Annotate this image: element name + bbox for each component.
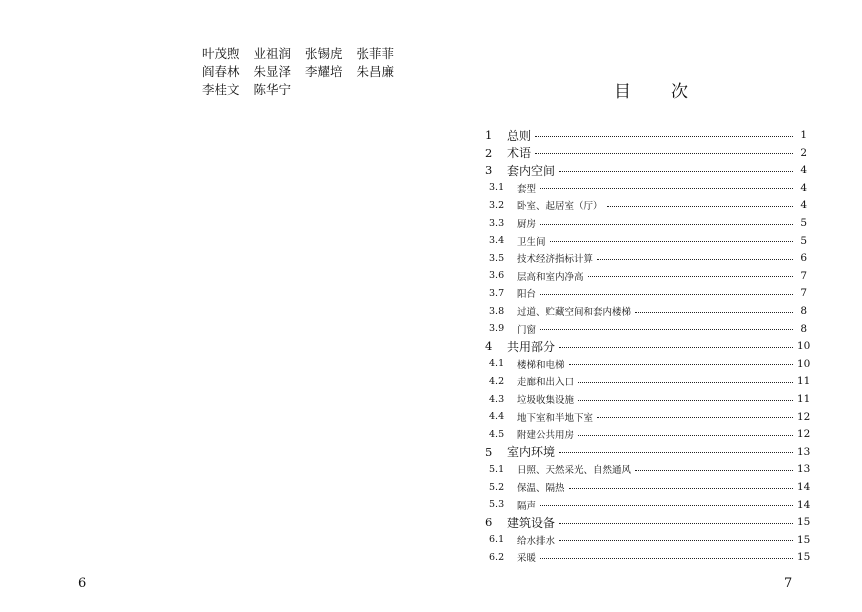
toc-entry xyxy=(485,304,807,318)
toc-title-char: 目 xyxy=(614,82,631,102)
toc-entry-title: 给水排水 xyxy=(517,535,556,547)
toc-entry-number: 4.4 xyxy=(489,411,505,423)
toc-title xyxy=(614,77,688,102)
toc-entry xyxy=(485,339,811,354)
toc-entry-page: 5 xyxy=(800,217,807,229)
toc-leader-dots xyxy=(559,171,793,172)
toc-entry-number: 5.2 xyxy=(489,481,505,493)
toc-entry-page: 10 xyxy=(797,357,811,370)
page-number: 7 xyxy=(784,576,793,591)
toc-entry-number: 5.1 xyxy=(489,463,505,475)
toc-entry-title: 套内空间 xyxy=(507,163,556,178)
toc-entry xyxy=(485,269,807,283)
right-page xyxy=(431,0,862,612)
toc-entry xyxy=(485,392,811,406)
toc-entry xyxy=(485,550,811,565)
toc-entry-number: 6 xyxy=(485,515,493,530)
toc-entry-number: 3.9 xyxy=(489,323,505,335)
toc-entry-page: 13 xyxy=(797,445,811,458)
toc-entry xyxy=(485,498,811,512)
author-name: 业祖润 xyxy=(253,46,292,61)
toc-entry-title: 保温、隔热 xyxy=(517,483,565,494)
toc-leader-dots xyxy=(597,259,793,260)
author-name: 阎春林 xyxy=(202,64,240,79)
toc-entry-title: 阳台 xyxy=(517,289,537,301)
toc-entry xyxy=(485,374,811,389)
toc-entry xyxy=(485,462,811,477)
toc-leader-dots xyxy=(550,241,793,242)
toc-leader-dots xyxy=(635,312,793,313)
toc-entry-title: 走廊和出入口 xyxy=(517,377,575,389)
toc-entry-page: 4 xyxy=(800,199,807,212)
toc-entry-page: 10 xyxy=(797,340,811,353)
toc-leader-dots xyxy=(578,400,793,401)
toc-entry-page: 12 xyxy=(797,428,811,441)
toc-entry-title: 过道、贮藏空间和套内楼梯 xyxy=(517,307,632,318)
toc-entry xyxy=(485,480,811,494)
toc-entry-title: 室内环境 xyxy=(507,445,556,460)
toc-entry xyxy=(485,410,811,424)
toc-leader-dots xyxy=(569,364,793,365)
toc-entry-title: 厨房 xyxy=(517,219,537,230)
toc-leader-dots xyxy=(540,329,793,330)
toc-entry-number: 3.5 xyxy=(489,252,505,264)
toc-entry-title: 采暖 xyxy=(517,553,537,565)
toc-entry-number: 3.3 xyxy=(489,217,505,229)
toc-entry-number: 4 xyxy=(485,339,493,354)
toc-entry-title: 门窗 xyxy=(517,324,537,336)
toc-entry-number: 1 xyxy=(485,128,493,142)
toc-leader-dots xyxy=(559,523,793,524)
toc-entry-title: 层高和室内净高 xyxy=(517,271,584,283)
toc-entry xyxy=(485,216,807,230)
toc-entry-number: 2 xyxy=(485,145,493,160)
toc-entry xyxy=(485,251,807,265)
toc-entry-page: 12 xyxy=(797,410,811,423)
toc-entry-page: 4 xyxy=(800,164,807,177)
toc-entry-title: 总则 xyxy=(507,128,532,143)
author-name: 李耀培 xyxy=(305,64,343,79)
author-name: 张菲菲 xyxy=(356,46,395,61)
page-number: 6 xyxy=(78,576,87,591)
toc-entry xyxy=(485,286,807,300)
author-row-3 xyxy=(202,80,305,98)
toc-entry-title: 共用部分 xyxy=(507,339,556,354)
toc-entry xyxy=(485,163,807,177)
toc-entry-number: 3.4 xyxy=(489,235,505,247)
toc-entry-title: 技术经济指标计算 xyxy=(517,254,594,266)
toc-entry xyxy=(485,515,811,530)
toc-entry-page: 7 xyxy=(800,287,807,300)
toc-entry-title: 垃圾收集设施 xyxy=(517,395,575,406)
toc-leader-dots xyxy=(597,417,793,418)
toc-leader-dots xyxy=(535,136,793,137)
toc-entry-number: 4.2 xyxy=(489,375,505,387)
toc-leader-dots xyxy=(535,153,793,154)
toc-leader-dots xyxy=(569,488,793,489)
toc-entry-page: 15 xyxy=(797,516,811,529)
toc-entry-page: 13 xyxy=(797,463,811,476)
toc-entry-page: 8 xyxy=(800,322,807,335)
author-name: 张锡虎 xyxy=(305,46,343,61)
toc-entry-title: 地下室和半地下室 xyxy=(517,412,594,424)
toc-entry-title: 附建公共用房 xyxy=(517,430,575,442)
toc-entry-title: 套型 xyxy=(517,183,537,195)
toc-entry-number: 3.2 xyxy=(489,199,505,211)
toc-entry xyxy=(485,234,807,248)
toc-leader-dots xyxy=(540,294,793,295)
toc-leader-dots xyxy=(540,224,793,225)
toc-leader-dots xyxy=(559,347,793,348)
toc-entry-title: 日照、天然采光、自然通风 xyxy=(517,465,632,477)
toc-entry-page: 1 xyxy=(800,129,807,141)
toc-entry-page: 14 xyxy=(797,498,811,511)
toc-entry-title: 建筑设备 xyxy=(507,515,556,530)
toc-entry xyxy=(485,181,807,195)
toc-entry-number: 3.6 xyxy=(489,270,505,282)
toc-leader-dots xyxy=(540,505,793,506)
toc-leader-dots xyxy=(578,435,793,436)
author-name: 叶茂煦 xyxy=(202,46,240,61)
toc-entry-page: 11 xyxy=(797,375,811,388)
toc-title-char: 次 xyxy=(671,82,688,102)
toc-entry-number: 6.2 xyxy=(489,551,505,563)
toc-entry xyxy=(485,533,811,547)
toc-entry xyxy=(485,427,811,442)
toc-entry-page: 15 xyxy=(797,551,811,564)
toc-entry-number: 5.3 xyxy=(489,499,505,511)
toc-leader-dots xyxy=(559,540,793,541)
toc-leader-dots xyxy=(635,470,793,471)
toc-entry-title: 卫生间 xyxy=(517,236,546,248)
toc-entry-title: 卧室、起居室（厅） xyxy=(517,201,603,213)
toc-entry-number: 3.7 xyxy=(489,287,505,299)
toc-entry-number: 4.5 xyxy=(489,428,505,440)
toc-entry-title: 楼梯和电梯 xyxy=(517,359,565,371)
toc-entry xyxy=(485,146,807,160)
toc-entry-title: 术语 xyxy=(507,146,532,161)
toc-entry-page: 15 xyxy=(797,533,811,546)
toc-entry-page: 11 xyxy=(797,393,811,405)
toc-entry-page: 7 xyxy=(800,269,807,282)
toc-entry xyxy=(485,128,807,142)
toc-entry-page: 6 xyxy=(800,252,807,265)
author-name: 陈华宁 xyxy=(253,82,292,97)
toc-entry-number: 5 xyxy=(485,444,493,459)
toc-entry-page: 8 xyxy=(800,305,807,317)
toc-entry xyxy=(485,357,811,371)
toc-entry-page: 5 xyxy=(800,234,807,247)
toc-entry-number: 4.1 xyxy=(489,358,505,370)
author-row-1 xyxy=(202,44,408,62)
toc-entry-number: 3.1 xyxy=(489,182,505,194)
toc-leader-dots xyxy=(607,206,793,207)
toc-leader-dots xyxy=(588,276,793,277)
author-name: 朱显泽 xyxy=(253,64,292,79)
toc-entry xyxy=(485,198,807,212)
author-row-2 xyxy=(202,62,408,80)
toc-entry-number: 4.3 xyxy=(489,393,505,405)
toc-leader-dots xyxy=(578,382,793,383)
toc-entry-page: 2 xyxy=(800,146,807,159)
author-name: 李桂文 xyxy=(202,82,240,97)
toc-leader-dots xyxy=(540,558,793,559)
toc-leader-dots xyxy=(559,452,793,453)
toc-entry xyxy=(485,322,807,336)
toc-entry xyxy=(485,444,811,460)
toc-entry-number: 3.8 xyxy=(489,305,505,317)
toc-entry-page: 4 xyxy=(800,181,807,194)
toc-entry-page: 14 xyxy=(797,481,811,493)
toc-entry-number: 3 xyxy=(485,163,493,178)
toc-entry-number: 6.1 xyxy=(489,534,505,546)
toc-leader-dots xyxy=(540,188,793,189)
toc-entry-title: 隔声 xyxy=(517,500,537,512)
author-name: 朱昌廉 xyxy=(356,64,395,79)
